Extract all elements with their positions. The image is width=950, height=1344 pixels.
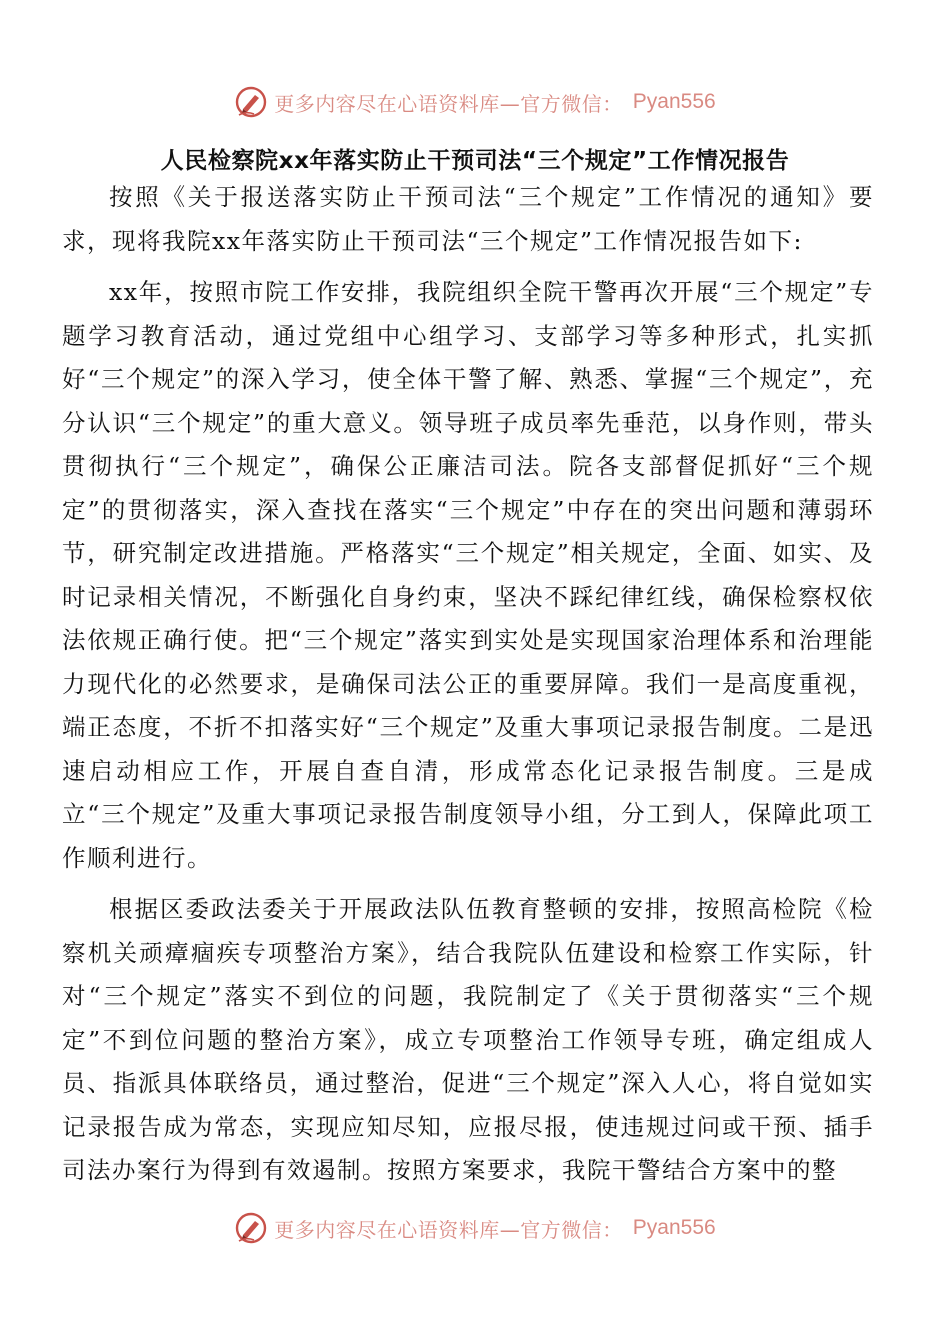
watermark-header — [0, 82, 950, 122]
paragraph: 根据区委政法委关于开展政法队伍教育整顿的安排，按照高检院《检察机关顽瘴痼疾专项整治方案》，结合我院队伍建设和检察工作实际，针对“三个规定”落实不到位的问题，我院制定了《关于贯彻落实“三个规定”不到位问题的整治方案》，成立专项整治工作领导专班，确定组成人员、指派具体联络员，通过整治，促进“三个规定”深入人心，将自觉如实记录报告成为常态，实现应知尽知，应报尽报，使违规过问或干预、插手司法办案行为得到有效遏制。按照方案要求，我院干警结合方案中的整 — [62, 895, 874, 1184]
watermark-text: 更多内容尽在心语资料库—官方微信： — [274, 1217, 623, 1242]
watermark-text: 更多内容尽在心语资料库—官方微信： — [274, 91, 623, 116]
document-body — [62, 176, 874, 1193]
document-title: 人民检察院xx年落实防止干预司法“三个规定”工作情况报告 — [160, 148, 790, 174]
watermark-handle: Pyan556 — [632, 90, 716, 113]
paragraph: xx年，按照市院工作安排，我院组织全院干警再次开展“三个规定”专题学习教育活动，通过党组中心组学习、支部学习等多种形式，扎实抓好“三个规定”的深入学习，使全体干警了解、熟悉、掌握“三个规定”，充分认识“三个规定”的重大意义。领导班子成员率先垂范，以身作则，带头贯彻执行“三个规定”，确保公正廉洁司法。院各支部督促抓好“三个规定”的贯彻落实，深入查找在落实“三个规定”中存在的突出问题和薄弱环节，研究制定改进措施。严格落实“三个规定”相关规定，全面、如实、及时记录相关情况，不断强化自身约束，坚决不踩纪律红线，确保检察权依法依规正确行使。把“三个规定”落实到实处是实现国家治理体系和治理能力现代化的必然要求，是确保司法公正的重要屏障。我们一是高度重视，端正态度，不折不扣落实好“三个规定”及重大事项记录报告制度。二是迅速启动相应工作，开展自查自清，形成常态化记录报告制度。三是成立“三个规定”及重大事项记录报告制度领导小组，分工到人，保障此项工作顺利进行。 — [62, 278, 874, 872]
watermark-footer — [0, 1208, 950, 1248]
pen-logo-icon — [234, 1211, 268, 1245]
watermark-handle: Pyan556 — [632, 1216, 716, 1239]
paragraph: 按照《关于报送落实防止干预司法“三个规定”工作情况的通知》要求，现将我院xx年落实防止干预司法“三个规定”工作情况报告如下: — [62, 183, 874, 255]
pen-logo-icon — [234, 85, 268, 119]
